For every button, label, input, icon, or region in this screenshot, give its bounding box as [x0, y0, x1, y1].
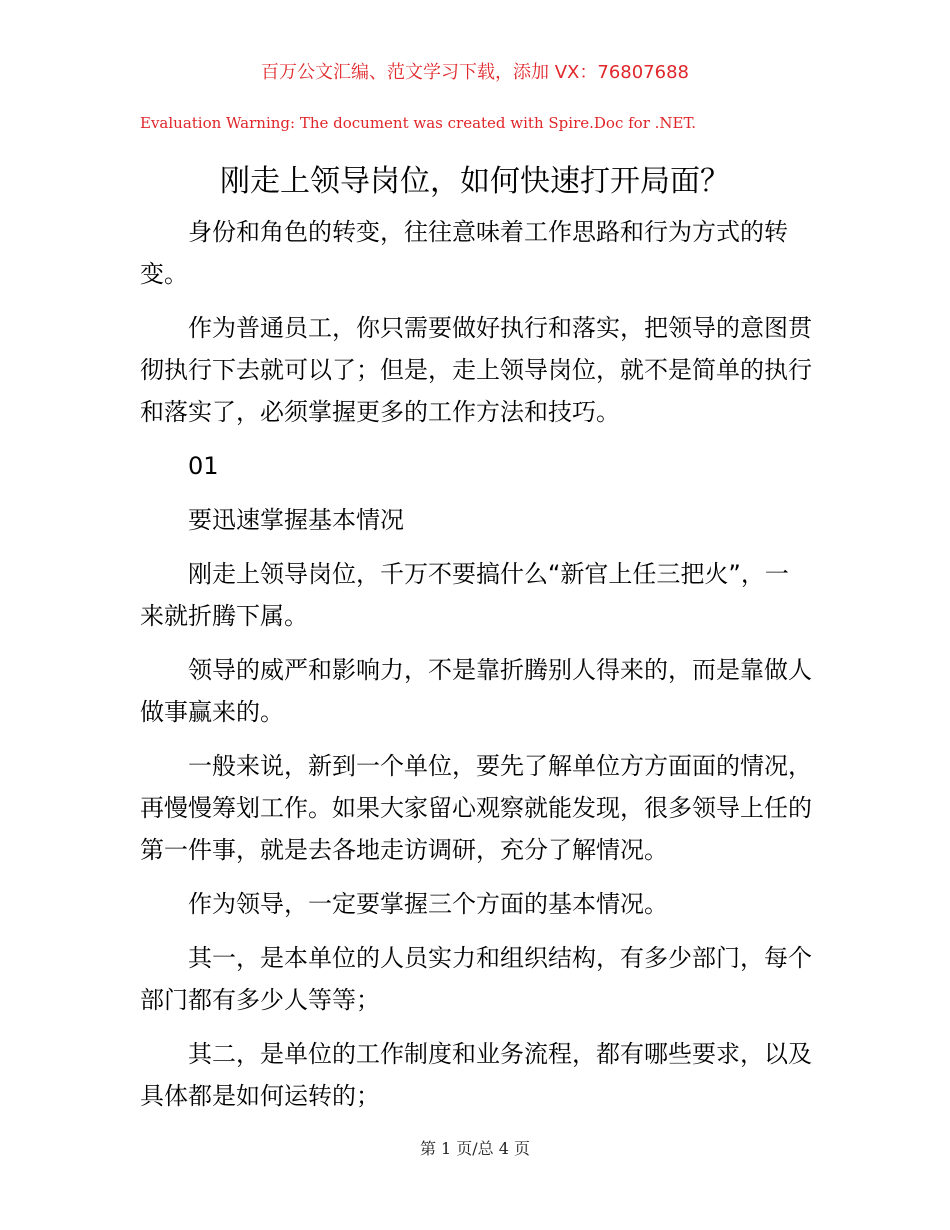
paragraph: 领导的威严和影响力，不是靠折腾别人得来的，而是靠做人做事赢来的。: [140, 656, 812, 726]
paragraph: 身份和角色的转变，往往意味着工作思路和行为方式的转变。: [140, 218, 788, 288]
paragraph: 刚走上领导岗位，千万不要搞什么“新官上任三把火”，一来就折腾下属。: [140, 560, 789, 630]
paragraph: 其一，是本单位的人员实力和组织结构，有多少部门，每个部门都有多少人等等；: [140, 944, 812, 1014]
paragraph: 作为普通员工，你只需要做好执行和落实，把领导的意图贯彻执行下去就可以了；但是，走上领导岗位，就不是简单的执行和落实了，必须掌握更多的工作方法和技巧。: [140, 314, 812, 426]
document-title: 刚走上领导岗位，如何快速打开局面？: [220, 164, 730, 199]
section-number: 01: [188, 452, 219, 480]
header-banner: 百万公文汇编、范文学习下载，添加 VX：76807688: [261, 62, 689, 83]
section-heading: 要迅速掌握基本情况: [188, 506, 404, 534]
evaluation-warning: Evaluation Warning: The document was created with Spire.Doc for .NET.: [140, 114, 697, 132]
document-body: [140, 211, 812, 1129]
paragraph: 其二，是单位的工作制度和业务流程，都有哪些要求，以及具体都是如何运转的；: [140, 1040, 812, 1110]
page-footer: 第 1 页/总 4 页: [419, 1139, 531, 1158]
paragraph: 一般来说，新到一个单位，要先了解单位方方面面的情况，再慢慢筹划工作。如果大家留心观察就能发现，很多领导上任的第一件事，就是去各地走访调研，充分了解情况。: [140, 752, 812, 864]
paragraph: 作为领导，一定要掌握三个方面的基本情况。: [188, 890, 668, 918]
